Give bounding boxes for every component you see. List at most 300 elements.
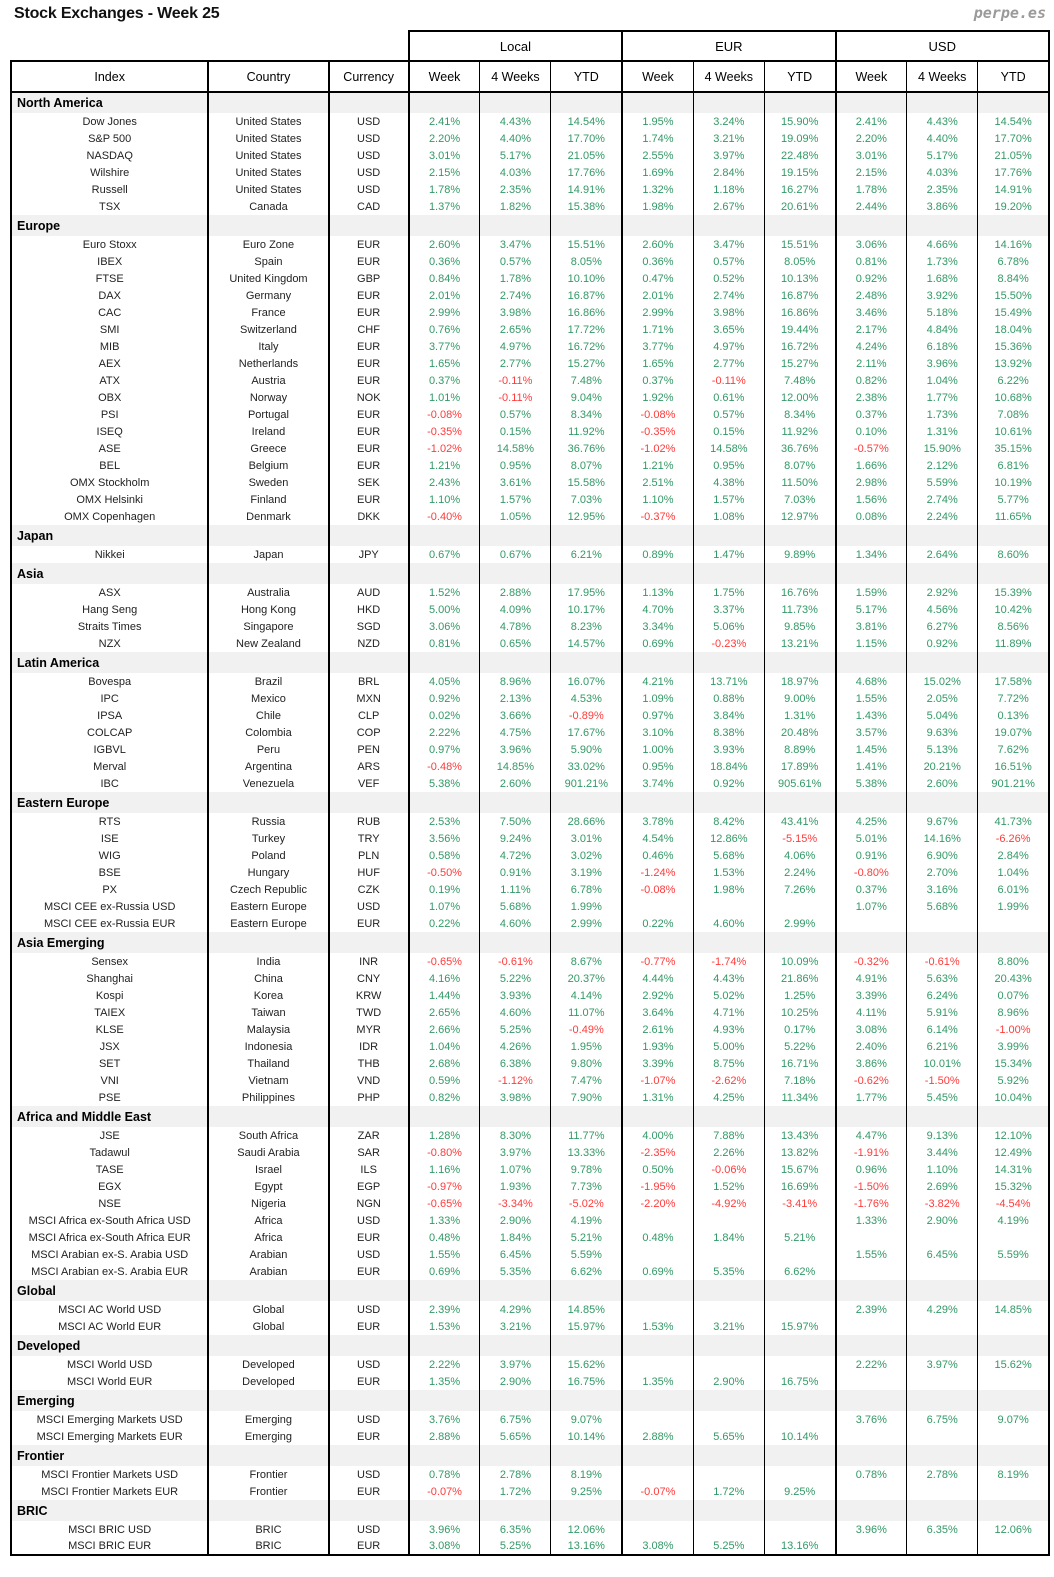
table-row bbox=[11, 1004, 1049, 1021]
currency-cell: KRW bbox=[329, 987, 409, 1004]
section-header: Latin America bbox=[11, 652, 208, 673]
value-cell: -0.11% bbox=[480, 372, 551, 389]
value-cell: 3.02% bbox=[551, 847, 622, 864]
section-cell bbox=[836, 215, 907, 236]
section-cell bbox=[693, 92, 764, 113]
value-cell: 10.17% bbox=[551, 601, 622, 618]
value-cell: 2.67% bbox=[693, 198, 764, 215]
currency-cell: USD bbox=[329, 1411, 409, 1428]
value-cell: 11.34% bbox=[764, 1089, 835, 1106]
section-cell bbox=[978, 792, 1049, 813]
value-cell bbox=[978, 1483, 1049, 1500]
value-cell: 4.71% bbox=[693, 1004, 764, 1021]
section-cell bbox=[409, 92, 480, 113]
value-cell: 13.16% bbox=[764, 1538, 835, 1555]
currency-cell: USD bbox=[329, 1356, 409, 1373]
value-cell: 9.89% bbox=[764, 546, 835, 563]
section-cell bbox=[907, 1106, 978, 1127]
value-cell: -1.24% bbox=[622, 864, 693, 881]
value-cell: -0.08% bbox=[622, 881, 693, 898]
page-title: Stock Exchanges - Week 25 bbox=[14, 5, 220, 22]
value-cell: 41.73% bbox=[978, 813, 1049, 830]
value-cell: 0.78% bbox=[409, 1466, 480, 1483]
value-cell: 15.49% bbox=[978, 304, 1049, 321]
section-cell bbox=[693, 932, 764, 953]
section-cell bbox=[551, 525, 622, 546]
value-cell: 1.72% bbox=[480, 1483, 551, 1500]
value-cell: -0.35% bbox=[409, 423, 480, 440]
section-cell bbox=[907, 92, 978, 113]
value-cell: 4.60% bbox=[480, 1004, 551, 1021]
value-cell bbox=[764, 1521, 835, 1538]
value-cell: 0.95% bbox=[480, 457, 551, 474]
value-cell: 1.65% bbox=[622, 355, 693, 372]
table-row bbox=[11, 253, 1049, 270]
value-cell: 4.29% bbox=[480, 1301, 551, 1318]
index-cell: Sensex bbox=[11, 953, 208, 970]
index-cell: MSCI World USD bbox=[11, 1356, 208, 1373]
col-country: Country bbox=[208, 61, 328, 92]
value-cell: -0.77% bbox=[622, 953, 693, 970]
table-row bbox=[11, 1411, 1049, 1428]
section-cell bbox=[764, 652, 835, 673]
index-cell: MSCI BRIC USD bbox=[11, 1521, 208, 1538]
table-row bbox=[11, 830, 1049, 847]
value-cell: 15.36% bbox=[978, 338, 1049, 355]
currency-cell: USD bbox=[329, 113, 409, 130]
section-cell bbox=[208, 1500, 328, 1521]
value-cell: 1.28% bbox=[409, 1127, 480, 1144]
value-cell: 1.21% bbox=[622, 457, 693, 474]
table-row bbox=[11, 1055, 1049, 1072]
value-cell: 8.42% bbox=[693, 813, 764, 830]
section-cell bbox=[907, 525, 978, 546]
section-cell bbox=[978, 92, 1049, 113]
value-cell: 6.24% bbox=[907, 987, 978, 1004]
country-cell: Mexico bbox=[208, 690, 328, 707]
section-cell bbox=[329, 1106, 409, 1127]
table-row bbox=[11, 707, 1049, 724]
currency-cell: USD bbox=[329, 1246, 409, 1263]
country-cell: Spain bbox=[208, 253, 328, 270]
value-cell: -0.32% bbox=[836, 953, 907, 970]
currency-cell: VND bbox=[329, 1072, 409, 1089]
index-cell: JSX bbox=[11, 1038, 208, 1055]
table-row bbox=[11, 287, 1049, 304]
value-cell: 2.01% bbox=[622, 287, 693, 304]
value-cell: 0.13% bbox=[978, 707, 1049, 724]
value-cell: 16.27% bbox=[764, 181, 835, 198]
value-cell: 6.35% bbox=[907, 1521, 978, 1538]
currency-cell: COP bbox=[329, 724, 409, 741]
value-cell: 2.77% bbox=[693, 355, 764, 372]
table-row bbox=[11, 758, 1049, 775]
index-cell: OMX Copenhagen bbox=[11, 508, 208, 525]
country-cell: China bbox=[208, 970, 328, 987]
currency-cell: EUR bbox=[329, 1263, 409, 1280]
value-cell: 0.19% bbox=[409, 881, 480, 898]
value-cell: -2.20% bbox=[622, 1195, 693, 1212]
value-cell: 0.67% bbox=[409, 546, 480, 563]
index-cell: MSCI BRIC EUR bbox=[11, 1538, 208, 1555]
section-cell bbox=[409, 1106, 480, 1127]
value-cell: 1.41% bbox=[836, 758, 907, 775]
value-cell: 9.04% bbox=[551, 389, 622, 406]
value-cell: 905.61% bbox=[764, 775, 835, 792]
value-cell: 8.30% bbox=[480, 1127, 551, 1144]
value-cell: -0.65% bbox=[409, 1195, 480, 1212]
section-cell bbox=[551, 1445, 622, 1466]
value-cell: 7.03% bbox=[764, 491, 835, 508]
value-cell: -1.07% bbox=[622, 1072, 693, 1089]
value-cell: 15.27% bbox=[551, 355, 622, 372]
country-cell: Greece bbox=[208, 440, 328, 457]
value-cell bbox=[764, 1411, 835, 1428]
value-cell bbox=[693, 1466, 764, 1483]
value-cell bbox=[622, 1411, 693, 1428]
value-cell: 1.53% bbox=[409, 1318, 480, 1335]
currency-cell: USD bbox=[329, 181, 409, 198]
value-cell: 17.76% bbox=[978, 164, 1049, 181]
value-cell: 5.59% bbox=[907, 474, 978, 491]
value-cell: 3.61% bbox=[480, 474, 551, 491]
table-body bbox=[11, 92, 1049, 1555]
value-cell: -0.80% bbox=[409, 1144, 480, 1161]
value-cell: 16.87% bbox=[764, 287, 835, 304]
currency-cell: HUF bbox=[329, 864, 409, 881]
country-cell: Denmark bbox=[208, 508, 328, 525]
section-cell bbox=[622, 932, 693, 953]
section-cell bbox=[329, 1335, 409, 1356]
value-cell: 1.53% bbox=[622, 1318, 693, 1335]
table-row bbox=[11, 987, 1049, 1004]
value-cell: 16.86% bbox=[764, 304, 835, 321]
table-row bbox=[11, 915, 1049, 932]
currency-cell: THB bbox=[329, 1055, 409, 1072]
value-cell: 4.54% bbox=[622, 830, 693, 847]
section-cell bbox=[480, 215, 551, 236]
country-cell: Hong Kong bbox=[208, 601, 328, 618]
value-cell: 1.95% bbox=[551, 1038, 622, 1055]
value-cell: 3.24% bbox=[693, 113, 764, 130]
table-row bbox=[11, 1373, 1049, 1390]
value-cell: 17.58% bbox=[978, 673, 1049, 690]
table-row bbox=[11, 1466, 1049, 1483]
value-cell: 1.25% bbox=[764, 987, 835, 1004]
value-cell bbox=[978, 915, 1049, 932]
value-cell: 0.92% bbox=[907, 635, 978, 652]
value-cell: 3.99% bbox=[978, 1038, 1049, 1055]
value-cell: 4.09% bbox=[480, 601, 551, 618]
value-cell: 2.99% bbox=[551, 915, 622, 932]
country-cell: Indonesia bbox=[208, 1038, 328, 1055]
value-cell: -6.26% bbox=[978, 830, 1049, 847]
table-row bbox=[11, 355, 1049, 372]
value-cell: 12.86% bbox=[693, 830, 764, 847]
value-cell: 13.71% bbox=[693, 673, 764, 690]
section-row bbox=[11, 525, 1049, 546]
value-cell: -5.15% bbox=[764, 830, 835, 847]
value-cell: 10.25% bbox=[764, 1004, 835, 1021]
section-cell bbox=[907, 792, 978, 813]
value-cell: 19.15% bbox=[764, 164, 835, 181]
value-cell: 13.82% bbox=[764, 1144, 835, 1161]
value-cell: 3.76% bbox=[409, 1411, 480, 1428]
value-cell: 8.05% bbox=[551, 253, 622, 270]
value-cell: 3.39% bbox=[622, 1055, 693, 1072]
value-cell: 3.96% bbox=[480, 741, 551, 758]
table-row bbox=[11, 1072, 1049, 1089]
index-cell: TAIEX bbox=[11, 1004, 208, 1021]
value-cell: 3.21% bbox=[693, 1318, 764, 1335]
value-cell: 1.04% bbox=[907, 372, 978, 389]
value-cell: -1.02% bbox=[622, 440, 693, 457]
value-cell: 6.81% bbox=[978, 457, 1049, 474]
table-row bbox=[11, 1178, 1049, 1195]
value-cell: 11.92% bbox=[551, 423, 622, 440]
country-cell: Global bbox=[208, 1301, 328, 1318]
table-row bbox=[11, 1521, 1049, 1538]
section-cell bbox=[693, 792, 764, 813]
index-cell: RTS bbox=[11, 813, 208, 830]
index-cell: BSE bbox=[11, 864, 208, 881]
value-cell: 0.78% bbox=[836, 1466, 907, 1483]
country-cell: India bbox=[208, 953, 328, 970]
currency-cell: VEF bbox=[329, 775, 409, 792]
value-cell: 0.15% bbox=[480, 423, 551, 440]
country-cell: Austria bbox=[208, 372, 328, 389]
value-cell: 6.78% bbox=[978, 253, 1049, 270]
value-cell: 3.66% bbox=[480, 707, 551, 724]
value-cell: 12.06% bbox=[978, 1521, 1049, 1538]
country-cell: Nigeria bbox=[208, 1195, 328, 1212]
currency-cell: USD bbox=[329, 1212, 409, 1229]
currency-cell: USD bbox=[329, 1466, 409, 1483]
index-cell: KLSE bbox=[11, 1021, 208, 1038]
value-cell: 8.34% bbox=[551, 406, 622, 423]
index-cell: MSCI AC World USD bbox=[11, 1301, 208, 1318]
value-cell: 1.84% bbox=[693, 1229, 764, 1246]
value-cell: 16.72% bbox=[551, 338, 622, 355]
section-cell bbox=[480, 1445, 551, 1466]
value-cell: -0.97% bbox=[409, 1178, 480, 1195]
index-cell: CAC bbox=[11, 304, 208, 321]
col-eur-4weeks: 4 Weeks bbox=[693, 61, 764, 92]
value-cell: 2.48% bbox=[836, 287, 907, 304]
table-row bbox=[11, 1127, 1049, 1144]
value-cell: 3.34% bbox=[622, 618, 693, 635]
currency-cell: ZAR bbox=[329, 1127, 409, 1144]
index-cell: MSCI Africa ex-South Africa USD bbox=[11, 1212, 208, 1229]
value-cell: 1.78% bbox=[836, 181, 907, 198]
value-cell: 3.46% bbox=[836, 304, 907, 321]
value-cell: 9.07% bbox=[551, 1411, 622, 1428]
section-cell bbox=[907, 932, 978, 953]
country-cell: Taiwan bbox=[208, 1004, 328, 1021]
value-cell: 1.07% bbox=[836, 898, 907, 915]
value-cell: 1.57% bbox=[480, 491, 551, 508]
value-cell: -0.65% bbox=[409, 953, 480, 970]
section-row bbox=[11, 1500, 1049, 1521]
value-cell: 1.53% bbox=[693, 864, 764, 881]
value-cell: 43.41% bbox=[764, 813, 835, 830]
section-cell bbox=[764, 792, 835, 813]
section-cell bbox=[409, 652, 480, 673]
value-cell: 3.16% bbox=[907, 881, 978, 898]
table-row bbox=[11, 1089, 1049, 1106]
table-row bbox=[11, 1195, 1049, 1212]
section-cell bbox=[409, 1280, 480, 1301]
value-cell: 1.92% bbox=[622, 389, 693, 406]
currency-cell: EUR bbox=[329, 304, 409, 321]
value-cell: 14.85% bbox=[480, 758, 551, 775]
value-cell bbox=[693, 1246, 764, 1263]
index-cell: PX bbox=[11, 881, 208, 898]
value-cell: 4.24% bbox=[836, 338, 907, 355]
value-cell: 5.92% bbox=[978, 1072, 1049, 1089]
value-cell: 1.55% bbox=[836, 1246, 907, 1263]
value-cell: 16.71% bbox=[764, 1055, 835, 1072]
value-cell: 4.70% bbox=[622, 601, 693, 618]
value-cell: -4.92% bbox=[693, 1195, 764, 1212]
country-cell: Global bbox=[208, 1318, 328, 1335]
value-cell: 3.98% bbox=[480, 304, 551, 321]
value-cell: 0.81% bbox=[836, 253, 907, 270]
value-cell: 6.38% bbox=[480, 1055, 551, 1072]
value-cell: 4.25% bbox=[836, 813, 907, 830]
table-row bbox=[11, 881, 1049, 898]
value-cell: 4.38% bbox=[693, 474, 764, 491]
value-cell: 5.22% bbox=[764, 1038, 835, 1055]
value-cell: 0.37% bbox=[622, 372, 693, 389]
country-cell: Canada bbox=[208, 198, 328, 215]
country-cell: Poland bbox=[208, 847, 328, 864]
section-cell bbox=[907, 1500, 978, 1521]
section-row bbox=[11, 1445, 1049, 1466]
value-cell: 7.48% bbox=[764, 372, 835, 389]
value-cell: 1.75% bbox=[693, 584, 764, 601]
section-cell bbox=[622, 1500, 693, 1521]
value-cell: 16.76% bbox=[764, 584, 835, 601]
table-row bbox=[11, 898, 1049, 915]
country-cell: Russia bbox=[208, 813, 328, 830]
section-cell bbox=[551, 1500, 622, 1521]
table-row bbox=[11, 457, 1049, 474]
value-cell: 7.50% bbox=[480, 813, 551, 830]
section-header: Eastern Europe bbox=[11, 792, 208, 813]
value-cell: 0.37% bbox=[409, 372, 480, 389]
value-cell: 5.25% bbox=[480, 1021, 551, 1038]
value-cell: -3.41% bbox=[764, 1195, 835, 1212]
table-row bbox=[11, 775, 1049, 792]
value-cell: 2.01% bbox=[409, 287, 480, 304]
value-cell: 2.24% bbox=[764, 864, 835, 881]
value-cell: 14.16% bbox=[978, 236, 1049, 253]
section-cell bbox=[409, 563, 480, 584]
index-cell: IBC bbox=[11, 775, 208, 792]
index-cell: ISE bbox=[11, 830, 208, 847]
value-cell: 5.35% bbox=[480, 1263, 551, 1280]
value-cell: 901.21% bbox=[978, 775, 1049, 792]
value-cell: 8.89% bbox=[764, 741, 835, 758]
value-cell: 1.66% bbox=[836, 457, 907, 474]
value-cell: 7.47% bbox=[551, 1072, 622, 1089]
value-cell: 2.92% bbox=[907, 584, 978, 601]
section-cell bbox=[208, 563, 328, 584]
value-cell: 6.21% bbox=[551, 546, 622, 563]
value-cell: 4.56% bbox=[907, 601, 978, 618]
value-cell: 2.88% bbox=[480, 584, 551, 601]
index-cell: NSE bbox=[11, 1195, 208, 1212]
col-local-week: Week bbox=[409, 61, 480, 92]
value-cell: 3.92% bbox=[907, 287, 978, 304]
value-cell: 7.26% bbox=[764, 881, 835, 898]
value-cell: -0.49% bbox=[551, 1021, 622, 1038]
index-cell: IGBVL bbox=[11, 741, 208, 758]
value-cell: 0.97% bbox=[409, 741, 480, 758]
value-cell: 1.04% bbox=[978, 864, 1049, 881]
value-cell: 36.76% bbox=[551, 440, 622, 457]
value-cell bbox=[836, 1483, 907, 1500]
value-cell: 6.35% bbox=[480, 1521, 551, 1538]
value-cell: 15.90% bbox=[907, 440, 978, 457]
currency-cell: EUR bbox=[329, 1318, 409, 1335]
currency-cell: EUR bbox=[329, 915, 409, 932]
value-cell: 20.21% bbox=[907, 758, 978, 775]
brand-logo: perpe.es bbox=[973, 4, 1046, 22]
value-cell: 4.47% bbox=[836, 1127, 907, 1144]
section-row bbox=[11, 1390, 1049, 1411]
country-cell: Peru bbox=[208, 741, 328, 758]
section-cell bbox=[622, 1106, 693, 1127]
value-cell bbox=[836, 1318, 907, 1335]
index-cell: Euro Stoxx bbox=[11, 236, 208, 253]
value-cell: 5.91% bbox=[907, 1004, 978, 1021]
value-cell: 9.07% bbox=[978, 1411, 1049, 1428]
value-cell: 3.06% bbox=[836, 236, 907, 253]
table-row bbox=[11, 1021, 1049, 1038]
value-cell: 4.97% bbox=[693, 338, 764, 355]
value-cell: 3.39% bbox=[836, 987, 907, 1004]
section-cell bbox=[480, 1500, 551, 1521]
value-cell: 0.95% bbox=[622, 758, 693, 775]
value-cell: 0.81% bbox=[409, 635, 480, 652]
index-cell: Wilshire bbox=[11, 164, 208, 181]
value-cell: 2.90% bbox=[693, 1373, 764, 1390]
section-cell bbox=[907, 652, 978, 673]
currency-cell: USD bbox=[329, 130, 409, 147]
value-cell bbox=[622, 1301, 693, 1318]
country-cell: Developed bbox=[208, 1356, 328, 1373]
value-cell: 14.58% bbox=[480, 440, 551, 457]
value-cell: 22.48% bbox=[764, 147, 835, 164]
section-header: Asia Emerging bbox=[11, 932, 208, 953]
country-cell: Belgium bbox=[208, 457, 328, 474]
value-cell: -2.62% bbox=[693, 1072, 764, 1089]
country-cell: Turkey bbox=[208, 830, 328, 847]
value-cell: 1.55% bbox=[409, 1246, 480, 1263]
section-cell bbox=[622, 792, 693, 813]
country-cell: Emerging bbox=[208, 1411, 328, 1428]
value-cell: 35.15% bbox=[978, 440, 1049, 457]
value-cell: 4.40% bbox=[480, 130, 551, 147]
index-cell: Shanghai bbox=[11, 970, 208, 987]
value-cell: 7.08% bbox=[978, 406, 1049, 423]
value-cell: 5.68% bbox=[907, 898, 978, 915]
value-cell: 0.46% bbox=[622, 847, 693, 864]
col-index: Index bbox=[11, 61, 208, 92]
value-cell: 15.58% bbox=[551, 474, 622, 491]
